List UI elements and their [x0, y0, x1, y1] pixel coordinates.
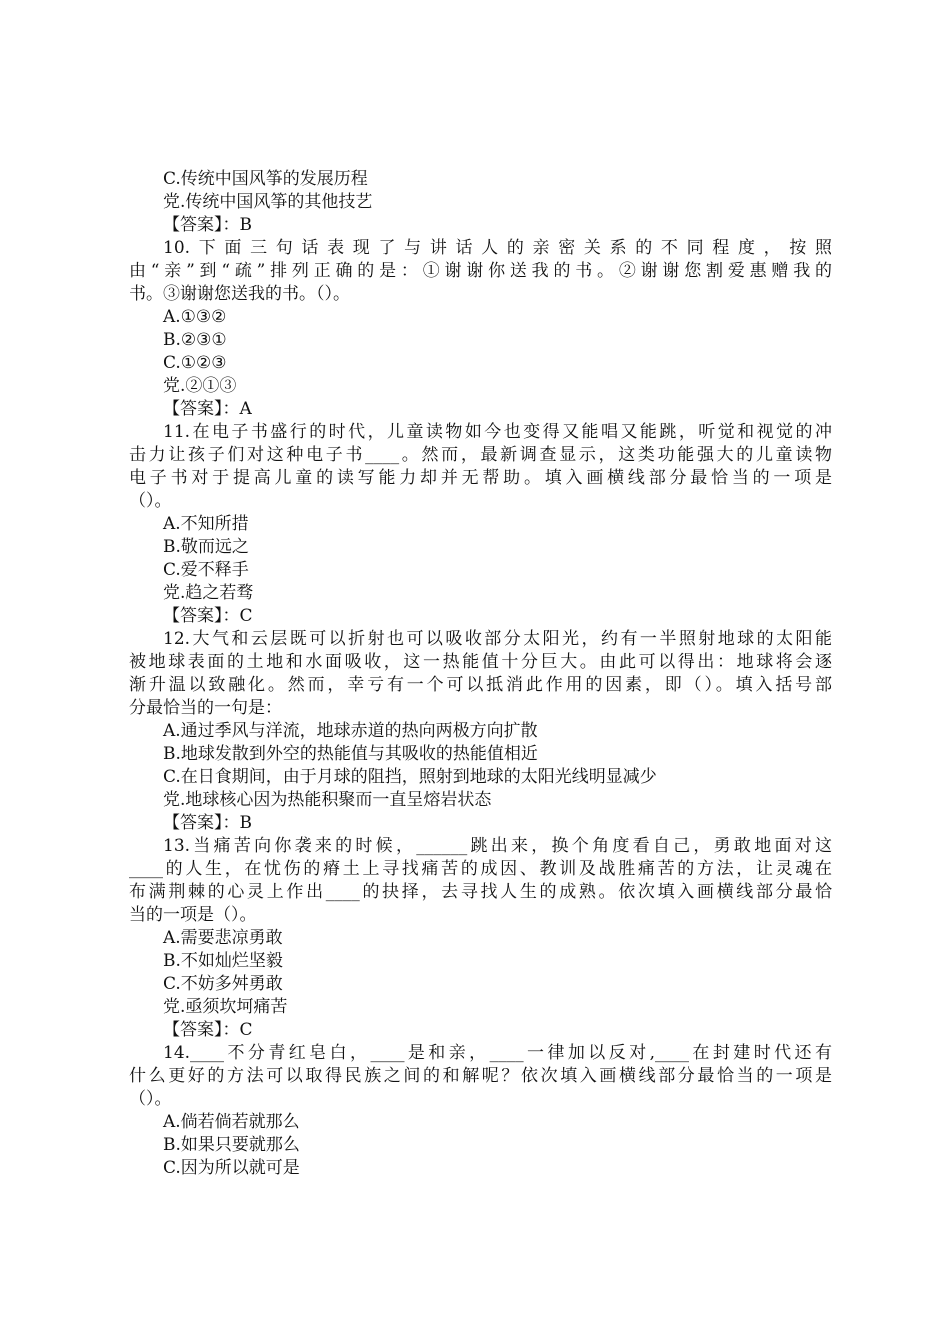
option-line: A.通过季风与洋流，地球赤道的热向两极方向扩散	[163, 721, 538, 741]
option-line: C.因为所以就可是	[163, 1158, 300, 1178]
question-continuation: 布满荆棘的心灵上作出____的抉择，去寻找人生的成熟。依次填入画横线部分最恰	[129, 882, 832, 902]
question-line: 13.当痛苦向你袭来的时候，______跳出来，换个角度看自己，勇敢地面对这	[163, 836, 832, 856]
question-continuation: 书。③谢谢您送我的书。（）。	[129, 284, 350, 304]
option-line: A.不知所措	[163, 514, 249, 534]
option-line: C.①②③	[163, 353, 227, 373]
option-line: C.在日食期间，由于月球的阻挡，照射到地球的太阳光线明显减少	[163, 767, 657, 787]
option-line: B.如果只要就那么	[163, 1135, 300, 1155]
option-line: 党.②①③	[163, 376, 237, 396]
answer-line: 【答案】：B	[163, 813, 252, 833]
question-continuation: 电子书对于提高儿童的读写能力却并无帮助。填入画横线部分最恰当的一项是	[129, 468, 832, 488]
option-line: A.倘若倘若就那么	[163, 1112, 300, 1132]
option-line: C.爱不释手	[163, 560, 249, 580]
option-line: 党.传统中国风筝的其他技艺	[163, 192, 373, 212]
question-continuation: （）。	[129, 1089, 172, 1109]
option-line: 党.地球核心因为热能积聚而一直呈熔岩状态	[163, 790, 492, 810]
question-continuation: 分最恰当的一句是：	[129, 698, 282, 718]
answer-line: 【答案】：A	[163, 399, 252, 419]
question-continuation: 什么更好的方法可以取得民族之间的和解呢？依次填入画横线部分最恰当的一项是	[129, 1066, 832, 1086]
answer-line: 【答案】：C	[163, 1020, 253, 1040]
question-continuation: 被地球表面的土地和水面吸收，这一热能值十分巨大。由此可以得出：地球将会逐	[129, 652, 832, 672]
question-continuation: 渐升温以致融化。然而，幸亏有一个可以抵消此作用的因素，即（）。填入括号部	[129, 675, 832, 695]
question-line: 10.下面三句话表现了与讲话人的亲密关系的不同程度，按照	[163, 238, 832, 258]
option-line: C.不妨多舛勇敢	[163, 974, 283, 994]
option-line: B.②③①	[163, 330, 227, 350]
question-line: 11.在电子书盛行的时代，儿童读物如今也变得又能唱又能跳，听觉和视觉的冲	[163, 422, 832, 442]
question-continuation: 由“亲”到“疏”排列正确的是：①谢谢你送我的书。②谢谢您割爱惠赠我的	[129, 261, 832, 281]
question-continuation: ____的人生，在忧伤的瘠土上寻找痛苦的成因、教训及战胜痛苦的方法，让灵魂在	[129, 859, 832, 879]
question-continuation: （）。	[129, 491, 172, 511]
answer-line: 【答案】：C	[163, 606, 253, 626]
option-line: B.不如灿烂坚毅	[163, 951, 283, 971]
option-line: A.①③②	[163, 307, 227, 327]
question-continuation: 击力让孩子们对这种电子书____。然而，最新调查显示，这类功能强大的儿童读物	[129, 445, 832, 465]
option-line: A.需要悲凉勇敢	[163, 928, 283, 948]
question-continuation: 当的一项是（）。	[129, 905, 257, 925]
answer-line: 【答案】：B	[163, 215, 252, 235]
option-line: C.传统中国风筝的发展历程	[163, 169, 368, 189]
option-line: B.敬而远之	[163, 537, 249, 557]
option-line: B.地球发散到外空的热能值与其吸收的热能值相近	[163, 744, 538, 764]
option-line: 党.趋之若骛	[163, 583, 254, 603]
option-line: 党.亟须坎坷痛苦	[163, 997, 288, 1017]
question-line: 12.大气和云层既可以折射也可以吸收部分太阳光，约有一半照射地球的太阳能	[163, 629, 832, 649]
question-line: 14.____不分青红皂白，____是和亲，____一律加以反对,____在封建时代还有	[163, 1043, 832, 1063]
